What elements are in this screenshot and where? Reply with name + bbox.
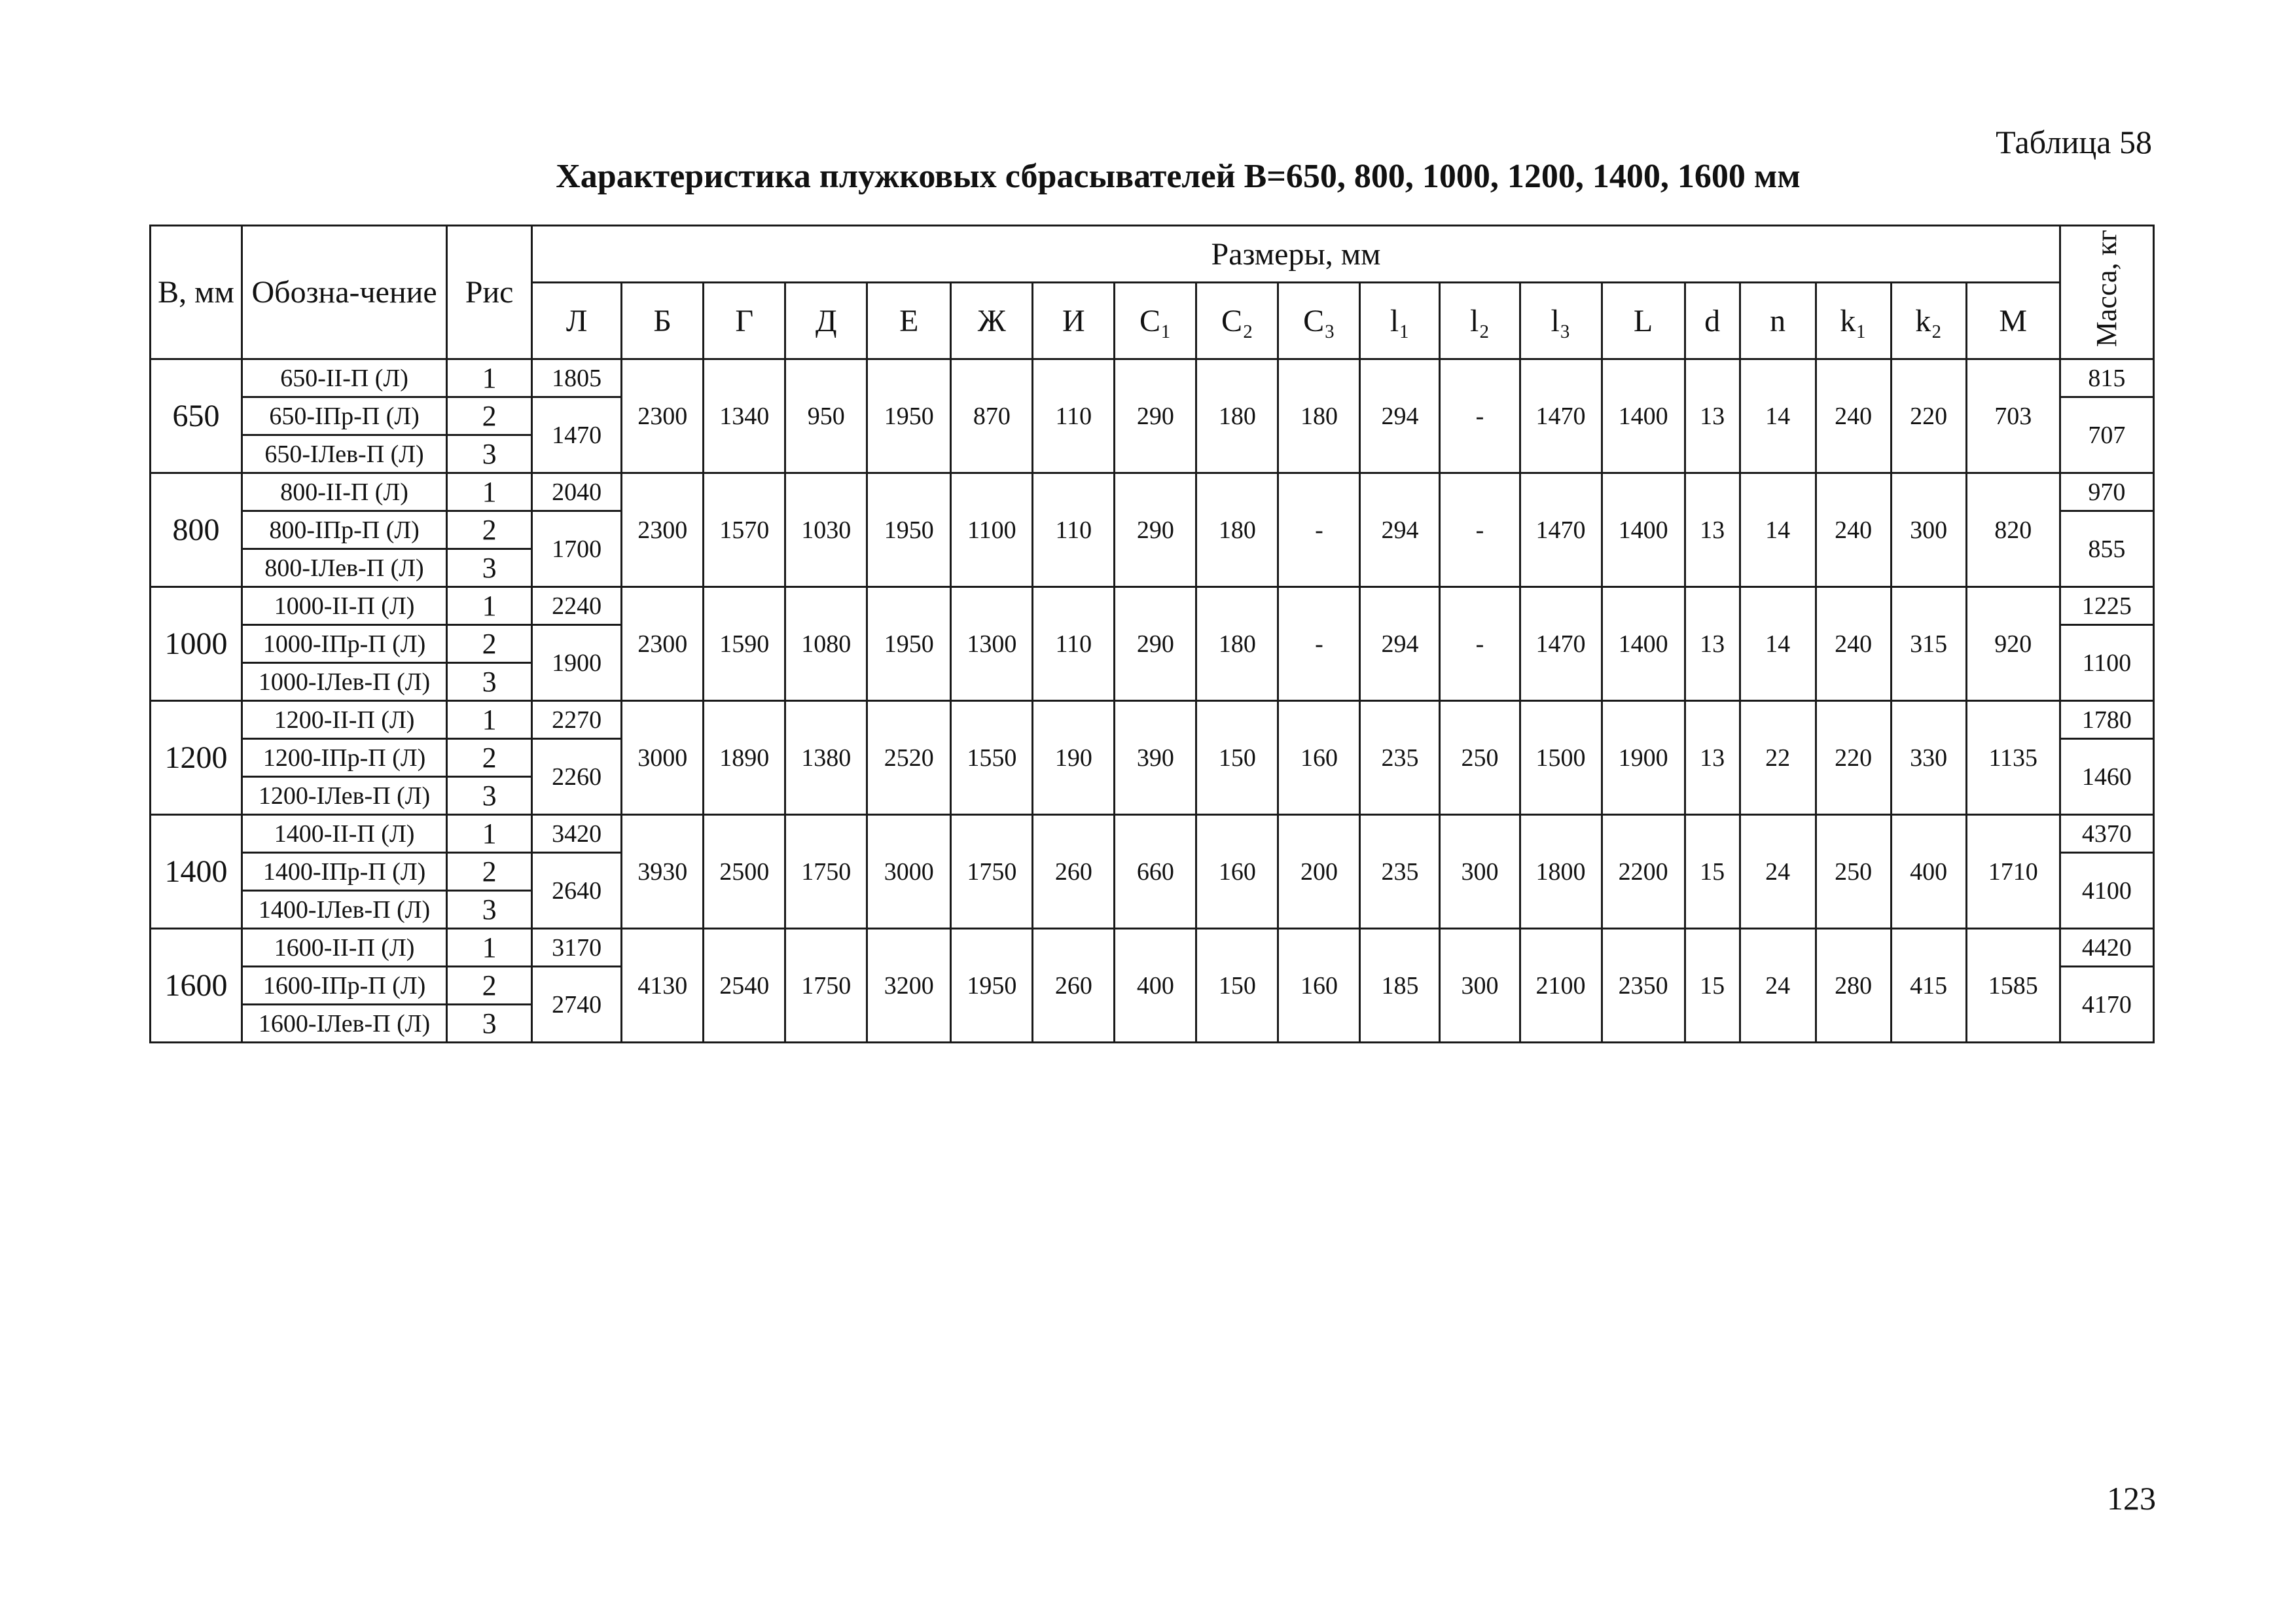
dimension-value: 185 [1360,929,1440,1043]
dimension-value: 1550 [951,701,1033,815]
dimension-value: 150 [1196,929,1278,1043]
dimension-header: Ж [951,283,1033,359]
dimension-value: 1585 [1966,929,2060,1043]
dimension-value: 235 [1360,701,1440,815]
dimension-value: 14 [1740,359,1816,473]
dimension-value: 240 [1816,359,1891,473]
mass-value: 4100 [2060,853,2153,929]
dimension-value: 280 [1816,929,1891,1043]
dimension-value: 1470 [1520,359,1602,473]
dimension-header: k₁ [1816,283,1891,359]
designation-cell: 1400-IПр-П (Л) [242,853,447,891]
mass-value: 1460 [2060,739,2153,815]
mass-value: 1780 [2060,701,2153,739]
dimension-header: C₂ [1196,283,1278,359]
mass-value: 970 [2060,473,2153,511]
l-value: 1700 [532,511,622,587]
table-body [151,359,2154,1043]
dimension-value: - [1278,587,1360,701]
l-value: 2260 [532,739,622,815]
dimension-value: 2200 [1602,815,1685,929]
dimension-value: 290 [1115,473,1196,587]
dimension-value: 110 [1033,587,1115,701]
dimension-value: 3200 [867,929,951,1043]
designation-cell: 1000-II-П (Л) [242,587,447,625]
dimension-value: 400 [1115,929,1196,1043]
table-row [151,359,2154,397]
dimension-value: 294 [1360,587,1440,701]
dimension-value: 290 [1115,359,1196,473]
dimension-value: 1950 [951,929,1033,1043]
dimension-value: 1380 [785,701,867,815]
dimension-value: 250 [1440,701,1520,815]
dimension-value: 160 [1278,701,1360,815]
dimension-value: 2300 [622,473,704,587]
dimension-value: 1890 [704,701,785,815]
dimension-value: 1300 [951,587,1033,701]
b-value: 650 [151,359,242,473]
designation-cell: 1200-IПр-П (Л) [242,739,447,777]
l-value: 1900 [532,625,622,701]
dimension-value: 300 [1891,473,1966,587]
dimension-value: 400 [1891,815,1966,929]
dimension-value: 2300 [622,587,704,701]
dimension-value: 220 [1891,359,1966,473]
dimension-value: 13 [1685,701,1740,815]
ris-cell: 3 [447,549,532,587]
table-row [151,929,2154,967]
ris-cell: 2 [447,739,532,777]
ris-cell: 2 [447,511,532,549]
dimension-value: 1400 [1602,473,1685,587]
l-value: 2040 [532,473,622,511]
dimension-value: 1500 [1520,701,1602,815]
table-title: Характеристика плужковых сбрасывателей B=650, 800, 1000, 1200, 1400, 1600 мм [556,158,1801,195]
dimension-value: 2540 [704,929,785,1043]
dimension-value: 1100 [951,473,1033,587]
dimension-header: l₂ [1440,283,1520,359]
mass-value: 707 [2060,397,2153,473]
dimension-header: n [1740,283,1816,359]
dimension-value: 235 [1360,815,1440,929]
ris-cell: 2 [447,967,532,1005]
designation-cell: 1200-II-П (Л) [242,701,447,739]
mass-value: 4370 [2060,815,2153,853]
l-value: 1470 [532,397,622,473]
ris-cell: 1 [447,587,532,625]
dimension-value: 1800 [1520,815,1602,929]
header-designation: Обозна-чение [242,226,447,359]
b-value: 1200 [151,701,242,815]
b-value: 1400 [151,815,242,929]
dimension-value: 1470 [1520,473,1602,587]
dimension-value: 2100 [1520,929,1602,1043]
dimension-value: 24 [1740,815,1816,929]
designation-cell: 800-II-П (Л) [242,473,447,511]
dimension-value: 2300 [622,359,704,473]
ris-cell: 1 [447,815,532,853]
dimension-value: 660 [1115,815,1196,929]
mass-value: 4420 [2060,929,2153,967]
designation-cell: 1200-IЛев-П (Л) [242,777,447,815]
dimension-value: 3930 [622,815,704,929]
page-number: 123 [2107,1480,2156,1517]
dimension-value: 110 [1033,473,1115,587]
ris-cell: 3 [447,663,532,701]
dimension-value: 1080 [785,587,867,701]
dimension-value: 820 [1966,473,2060,587]
dimension-value: 180 [1196,587,1278,701]
dimension-value: 1950 [867,473,951,587]
dimension-value: 1400 [1602,359,1685,473]
dimension-value: 180 [1196,359,1278,473]
dimension-value: 390 [1115,701,1196,815]
dimension-header: l₁ [1360,283,1440,359]
dimension-value: 290 [1115,587,1196,701]
dimension-header: k₂ [1891,283,1966,359]
dimension-value: 1950 [867,359,951,473]
designation-cell: 650-IЛев-П (Л) [242,435,447,473]
dimension-header: Л [532,283,622,359]
ris-cell: 3 [447,435,532,473]
ris-cell: 2 [447,625,532,663]
dimension-header: d [1685,283,1740,359]
dimension-value: 220 [1816,701,1891,815]
dimension-value: 14 [1740,587,1816,701]
dimension-header: Г [704,283,785,359]
dimension-header: Б [622,283,704,359]
ris-cell: 1 [447,701,532,739]
dimension-value: 1590 [704,587,785,701]
dimension-value: 2500 [704,815,785,929]
dimension-value: 1470 [1520,587,1602,701]
table-row [151,587,2154,625]
dimension-value: - [1440,473,1520,587]
designation-cell: 800-IЛев-П (Л) [242,549,447,587]
dimension-value: 950 [785,359,867,473]
dimension-value: 1400 [1602,587,1685,701]
dimension-value: 260 [1033,815,1115,929]
dimension-header: L [1602,283,1685,359]
dimension-value: 1135 [1966,701,2060,815]
designation-cell: 650-II-П (Л) [242,359,447,397]
ris-cell: 1 [447,929,532,967]
l-value: 2270 [532,701,622,739]
dimension-value: 870 [951,359,1033,473]
l-value: 3420 [532,815,622,853]
dimension-value: 13 [1685,359,1740,473]
b-value: 1600 [151,929,242,1043]
dimension-value: 13 [1685,587,1740,701]
dimension-value: 300 [1440,815,1520,929]
dimension-value: 1750 [785,929,867,1043]
designation-cell: 1600-IПр-П (Л) [242,967,447,1005]
dimension-value: 260 [1033,929,1115,1043]
dimension-value: 15 [1685,929,1740,1043]
dimension-value: - [1440,587,1520,701]
dimension-header: C₁ [1115,283,1196,359]
dimension-value: 250 [1816,815,1891,929]
dimension-value: 240 [1816,587,1891,701]
dimension-value: 14 [1740,473,1816,587]
header-ris: Рис [447,226,532,359]
dimension-header: l₃ [1520,283,1602,359]
mass-value: 855 [2060,511,2153,587]
dimension-value: 13 [1685,473,1740,587]
ris-cell: 2 [447,853,532,891]
mass-value: 1225 [2060,587,2153,625]
dimension-value: 240 [1816,473,1891,587]
dimension-header: Е [867,283,951,359]
dimension-value: 920 [1966,587,2060,701]
dimension-value: - [1278,473,1360,587]
dimension-header: И [1033,283,1115,359]
dimension-value: 150 [1196,701,1278,815]
dimension-value: 190 [1033,701,1115,815]
dimension-value: 1900 [1602,701,1685,815]
l-value: 3170 [532,929,622,967]
dimension-value: 294 [1360,473,1440,587]
dimension-value: 1030 [785,473,867,587]
header-mass: Масса, кг [2060,226,2153,359]
dimension-value: 160 [1278,929,1360,1043]
dimension-value: 3000 [867,815,951,929]
designation-cell: 1600-IЛев-П (Л) [242,1005,447,1043]
dimension-value: 4130 [622,929,704,1043]
table-row [151,701,2154,739]
dimension-value: 180 [1278,359,1360,473]
dimension-value: 180 [1196,473,1278,587]
dimension-header: Д [785,283,867,359]
ris-cell: 3 [447,1005,532,1043]
dimension-value: 24 [1740,929,1816,1043]
designation-cell: 1400-II-П (Л) [242,815,447,853]
header-sizes: Размеры, мм [532,226,2060,283]
dimension-value: 415 [1891,929,1966,1043]
header-b: В, мм [151,226,242,359]
dimension-value: 330 [1891,701,1966,815]
dimension-value: 703 [1966,359,2060,473]
table-row [151,473,2154,511]
dimension-value: 300 [1440,929,1520,1043]
dimension-value: 15 [1685,815,1740,929]
b-value: 800 [151,473,242,587]
dimension-value: - [1440,359,1520,473]
designation-cell: 1000-IПр-П (Л) [242,625,447,663]
ris-cell: 2 [447,397,532,435]
l-value: 1805 [532,359,622,397]
dimension-value: 294 [1360,359,1440,473]
dimension-value: 1570 [704,473,785,587]
dimension-value: 1950 [867,587,951,701]
dimension-header: C₃ [1278,283,1360,359]
dimension-value: 1340 [704,359,785,473]
dimension-header: M [1966,283,2060,359]
b-value: 1000 [151,587,242,701]
dimension-value: 160 [1196,815,1278,929]
ris-cell: 1 [447,473,532,511]
dimension-value: 1750 [951,815,1033,929]
designation-cell: 800-IПр-П (Л) [242,511,447,549]
dimension-value: 315 [1891,587,1966,701]
dimension-value: 1710 [1966,815,2060,929]
dimension-value: 110 [1033,359,1115,473]
dimension-value: 2520 [867,701,951,815]
designation-cell: 1000-IЛев-П (Л) [242,663,447,701]
dimension-value: 2350 [1602,929,1685,1043]
ris-cell: 3 [447,777,532,815]
dimension-value: 3000 [622,701,704,815]
table-number: Таблица 58 [1996,124,2152,160]
designation-cell: 1600-II-П (Л) [242,929,447,967]
l-value: 2740 [532,967,622,1043]
mass-value: 1100 [2060,625,2153,701]
l-value: 2240 [532,587,622,625]
dimension-value: 1750 [785,815,867,929]
ris-cell: 3 [447,891,532,929]
mass-value: 4170 [2060,967,2153,1043]
table-row [151,815,2154,853]
dimension-value: 200 [1278,815,1360,929]
ris-cell: 1 [447,359,532,397]
characteristics-table [149,225,2155,1043]
mass-value: 815 [2060,359,2153,397]
designation-cell: 650-IПр-П (Л) [242,397,447,435]
dimension-value: 22 [1740,701,1816,815]
designation-cell: 1400-IЛев-П (Л) [242,891,447,929]
l-value: 2640 [532,853,622,929]
